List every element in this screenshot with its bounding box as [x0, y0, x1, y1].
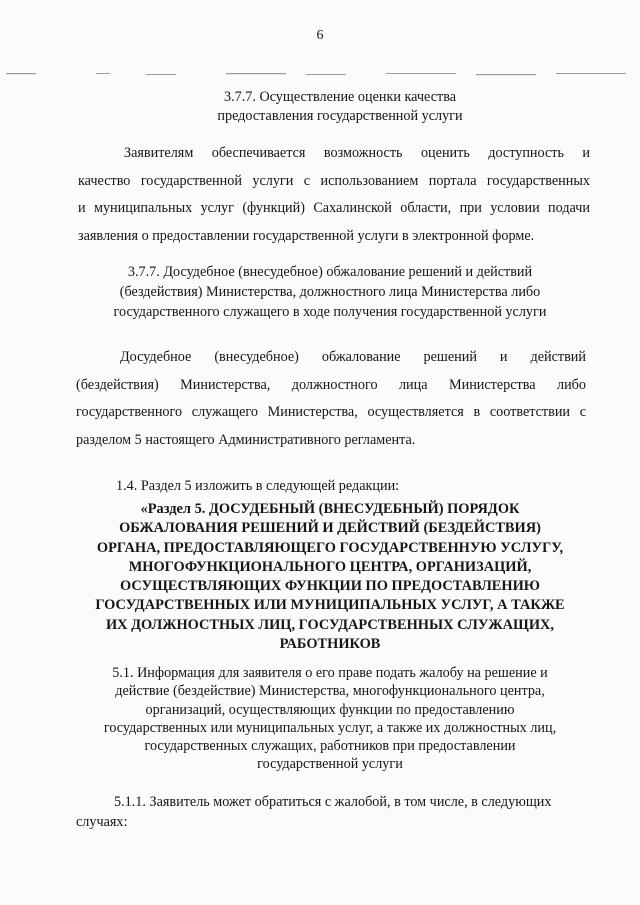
section-5-1-heading — [70, 664, 590, 774]
section-heading-appeal — [80, 262, 580, 322]
heading-line: государственных служащих, работников при предоставлении — [144, 738, 516, 755]
section-5-title — [70, 500, 590, 654]
scan-artifact — [6, 70, 634, 78]
text-line: качество государственной услуги с использованием портала государственных — [78, 172, 590, 189]
heading-line: 3.7.7. Досудебное (внесудебное) обжалование решений и действий — [127, 264, 533, 280]
title-line: ГОСУДАРСТВЕННЫХ ИЛИ МУНИЦИПАЛЬНЫХ УСЛУГ, А ТАКЖЕ — [95, 597, 565, 614]
text-line: заявления о предоставлении государственной услуги в электронной форме. — [78, 227, 535, 244]
text-line: случаях: — [76, 814, 128, 830]
title-line: МНОГОФУНКЦИОНАЛЬНОГО ЦЕНТРА, ОРГАНИЗАЦИЙ, — [128, 558, 532, 575]
text-line: (бездействия) Министерства, должностного лица Министерства либо — [76, 376, 586, 393]
heading-line: государственных или муниципальных услуг, а также их должностных лиц, — [103, 719, 557, 736]
title-line: «Раздел 5. ДОСУДЕБНЫЙ (ВНЕСУДЕБНЫЙ) ПОРЯДОК — [140, 501, 520, 517]
text-line: 5.1.1. Заявитель может обратиться с жалобой, в том числе, в следующих — [114, 794, 552, 810]
heading-line: государственной услуги — [257, 756, 403, 773]
paragraph-quality — [78, 140, 590, 250]
heading-line: (бездействия) Министерства, должностного лица Министерства либо — [119, 284, 541, 300]
text-line: государственного служащего Министерства, осуществляется в соответствии с — [76, 404, 586, 420]
heading-line: государственного служащего в ходе получения государственной услуги — [113, 304, 547, 320]
text-line: 1.4. Раздел 5 изложить в следующей редакции: — [116, 478, 400, 494]
title-line: ОСУЩЕСТВЛЯЮЩИХ ФУНКЦИИ ПО ПРЕДОСТАВЛЕНИЮ — [120, 578, 540, 595]
heading-line: организаций, осуществляющих функции по предоставлению — [145, 701, 515, 718]
title-line: ИХ ДОЛЖНОСТНЫХ ЛИЦ, ГОСУДАРСТВЕННЫХ СЛУЖАЩИХ, — [105, 616, 555, 633]
text-line: и муниципальных услуг (функций) Сахалинской области, при условии подачи — [78, 200, 590, 216]
title-line: ОРГАНА, ПРЕДОСТАВЛЯЮЩЕГО ГОСУДАРСТВЕННУЮ УСЛУГУ, — [96, 539, 564, 556]
heading-line: 3.7.7. Осуществление оценки качества — [223, 89, 456, 105]
title-line: ОБЖАЛОВАНИЯ РЕШЕНИЙ И ДЕЙСТВИЙ (БЕЗДЕЙСТВИЯ) — [119, 520, 541, 537]
heading-line: предоставления государственной услуги — [217, 108, 463, 124]
item-1-4 — [116, 474, 576, 499]
heading-line: 5.1. Информация для заявителя о его праве подать жалобу на решение и — [112, 665, 548, 681]
text-line: Досудебное (внесудебное) обжалование решений и действий — [120, 349, 586, 365]
text-line: Заявителям обеспечивается возможность оценить доступность и — [124, 145, 590, 161]
title-line: РАБОТНИКОВ — [279, 636, 381, 653]
heading-line: действие (бездействие) Министерства, многофункционального центра, — [115, 683, 545, 700]
paragraph-5-1-1 — [76, 792, 570, 832]
page-number: 6 — [316, 28, 324, 43]
paragraph-appeal — [76, 344, 586, 454]
text-line: разделом 5 настоящего Административного регламента. — [76, 431, 416, 448]
section-heading-quality — [150, 88, 530, 126]
